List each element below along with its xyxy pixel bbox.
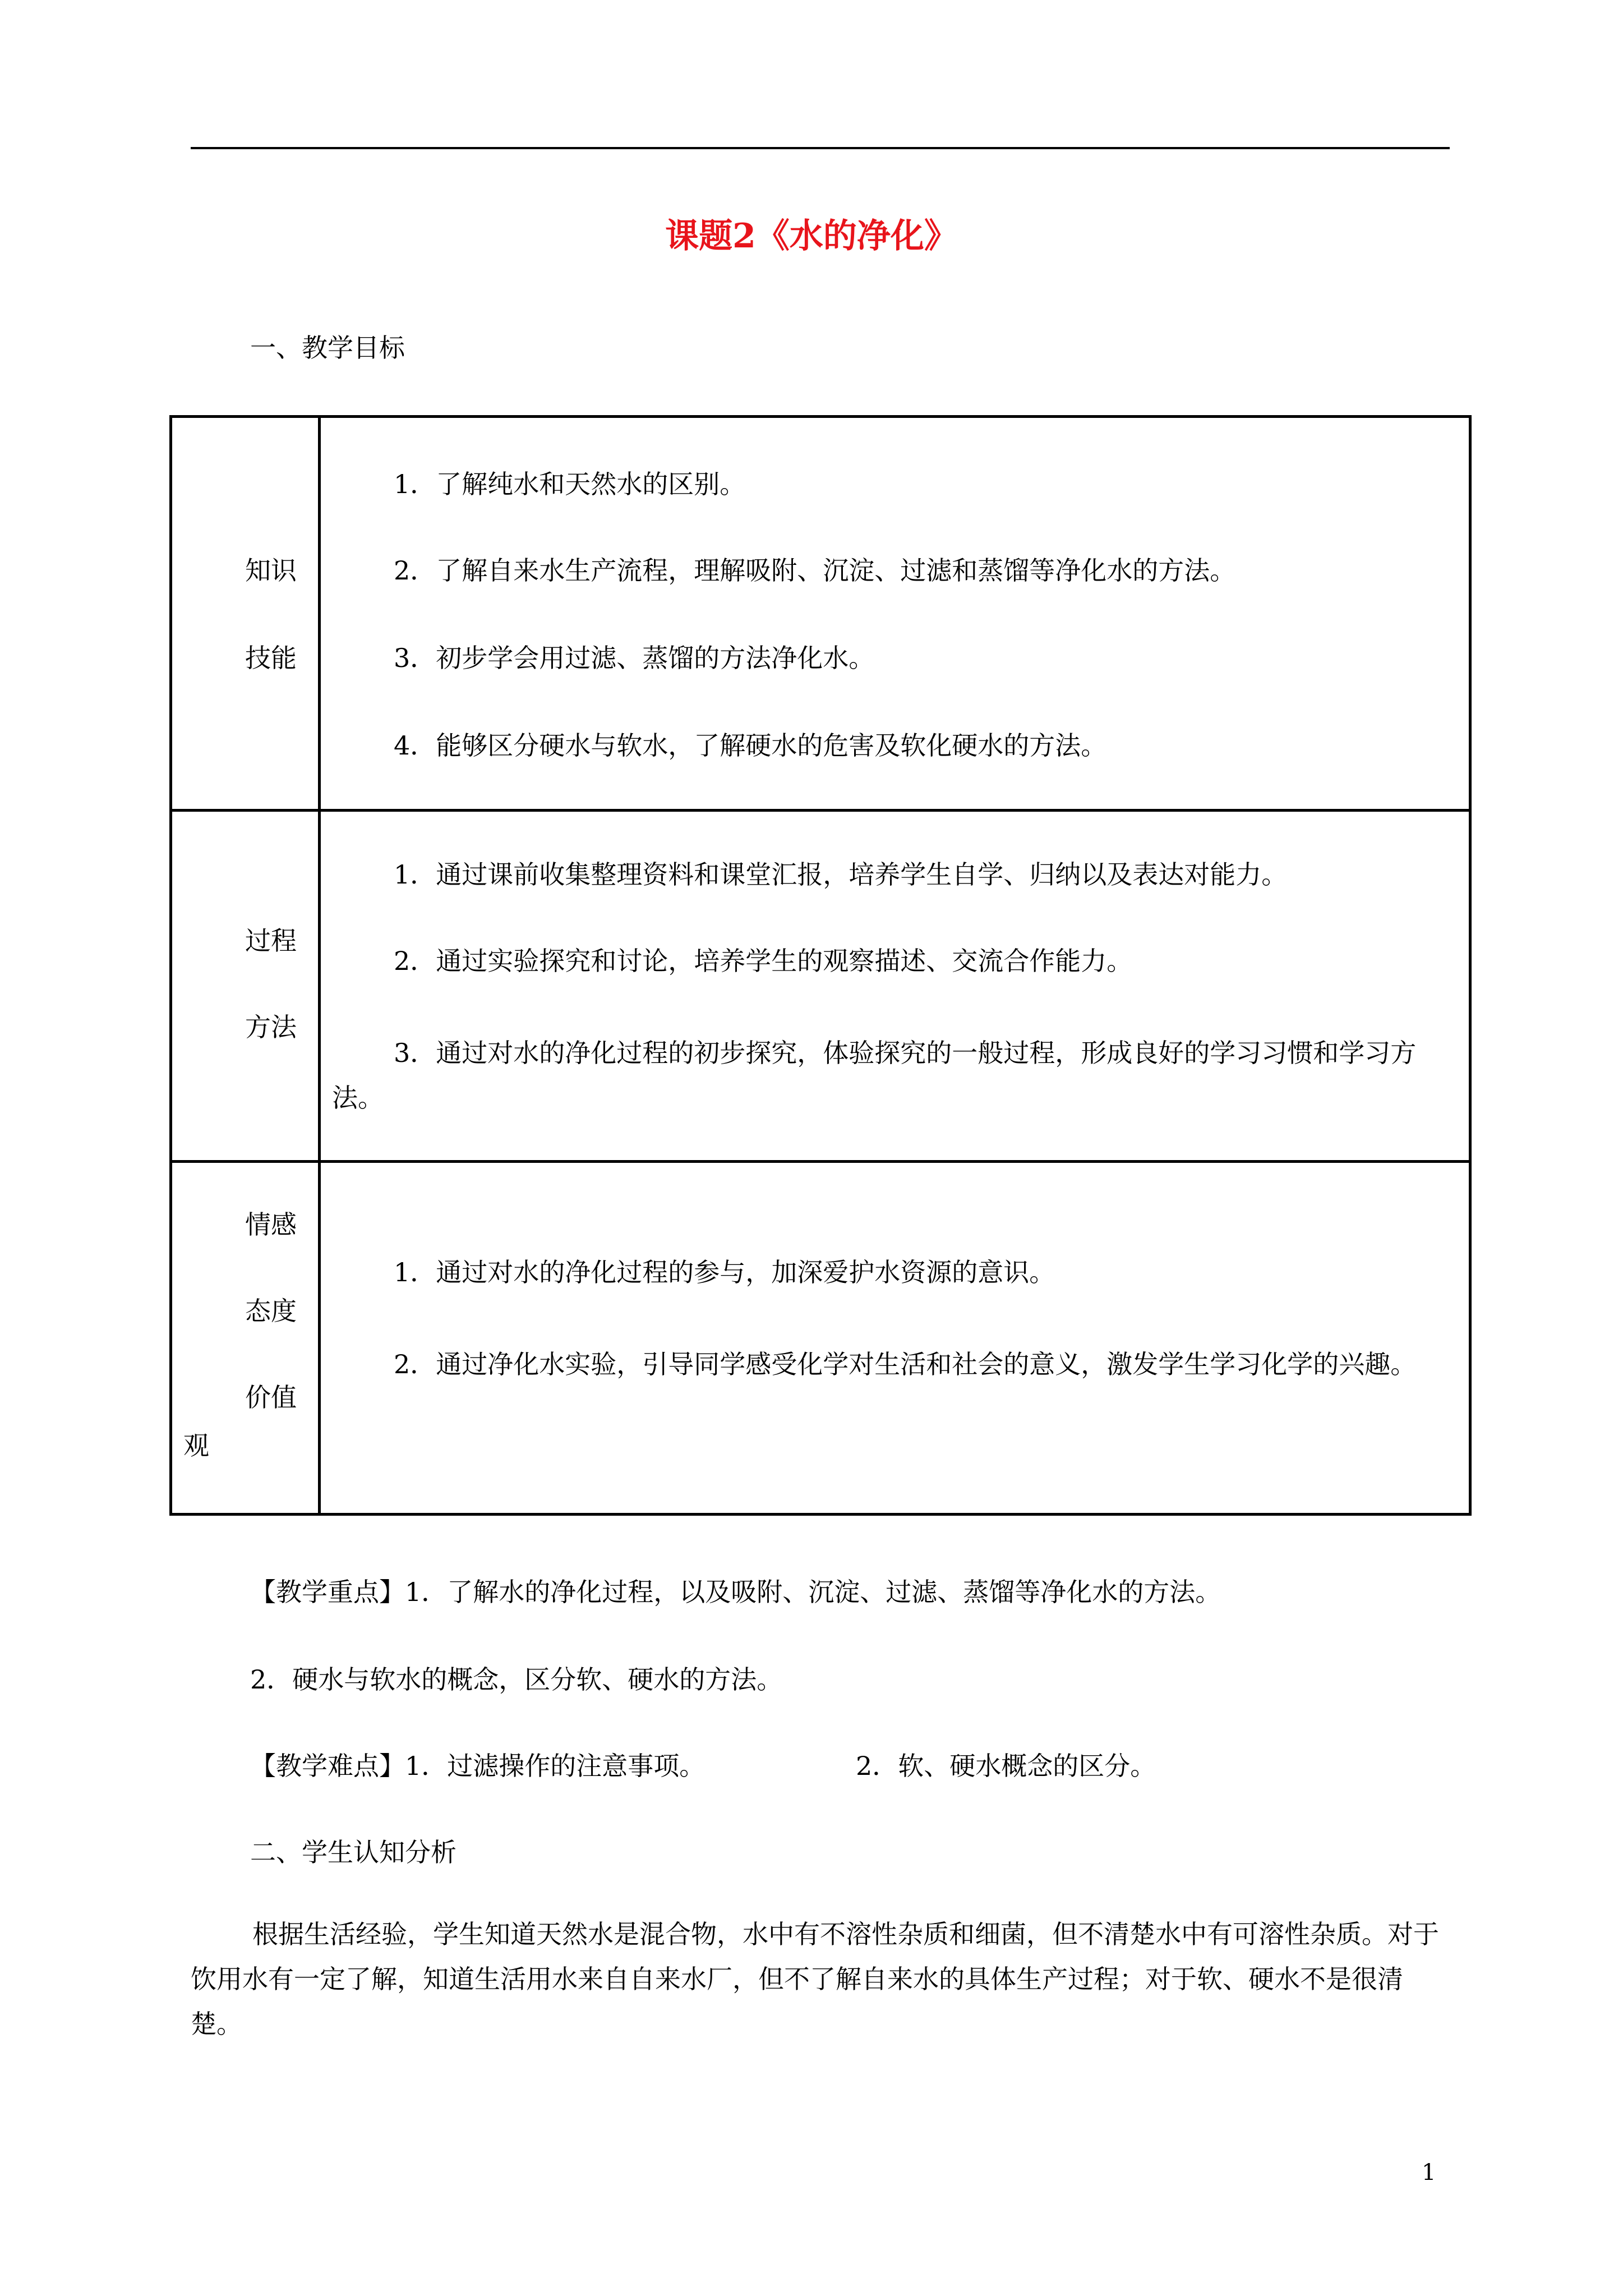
page-title: 课题2《水的净化》 [665, 217, 958, 256]
column-divider [318, 812, 321, 1160]
category-label: 观 [183, 1430, 209, 1461]
difficulties-line [250, 1749, 705, 1783]
analysis-paragraph: 根据生活经验，学生知道天然水是混合物，水中有不溶性杂质和细菌，但不清楚水中有可溶性杂质。对于饮用水有一定了解，知道生活用水来自自来水厂，但不了解自来水的具体生产过程；对于软、硬水不是很清楚。 [191, 1919, 1439, 2039]
goal-item: 3．通过对水的净化过程的初步探究，体验探究的一般过程，形成良好的学习习惯和学习方法。 [332, 1038, 1417, 1113]
difficulty-item: 1．过滤操作的注意事项。 [405, 1751, 706, 1781]
section-heading-analysis: 二、学生认知分析 [250, 1837, 457, 1867]
difficulties-label: 【教学难点】 [250, 1751, 405, 1781]
table-row-process-method: 过程 方法 1．通过课前收集整理资料和课堂汇报，培养学生自学、归纳以及表达对能力。 2．通过实验探究和讨论，培养学生的观察描述、交流合作能力。 3．通过对水的净化过程的初步探究，体验探究的一般过程，形成良好的学习习惯和学习方法。 [172, 812, 1469, 1163]
category-label: 知识 [245, 555, 297, 586]
category-label: 方法 [245, 1012, 297, 1042]
key-point-item: 1．了解水的净化过程，以及吸附、沉淀、过滤、蒸馏等净化水的方法。 [405, 1577, 1221, 1607]
category-label: 情感 [245, 1209, 297, 1240]
key-point-item: 2．硬水与软水的概念，区分软、硬水的方法。 [250, 1664, 783, 1695]
column-divider [318, 418, 321, 809]
key-points-line [250, 1575, 1221, 1609]
section-heading-goals: 一、教学目标 [250, 333, 405, 363]
column-divider [318, 1163, 321, 1516]
difficulty-item: 2．软、硬水概念的区分。 [856, 1751, 1156, 1781]
key-points-label: 【教学重点】 [250, 1577, 405, 1607]
category-label: 价值 [245, 1382, 297, 1412]
category-label: 技能 [245, 643, 297, 673]
header-rule [191, 147, 1450, 149]
teaching-goals-table [169, 415, 1472, 1516]
table-row-knowledge-skills: 知识 技能 1．了解纯水和天然水的区别。 2．了解自来水生产流程，理解吸附、沉淀、过滤和蒸馏等净化水的方法。 3．初步学会用过滤、蒸馏的方法净化水。 4．能够区分硬水与软水，了解硬水的危害及软化硬水的方法。 [172, 418, 1469, 812]
category-label: 过程 [245, 926, 297, 956]
page-number: 1 [1422, 2160, 1436, 2185]
goal-item: 2．通过净化水实验，引导同学感受化学对生活和社会的意义，激发学生学习化学的兴趣。 [394, 1349, 1417, 1379]
table-row-emotion-attitude-values: 情感 态度 价值 观 1．通过对水的净化过程的参与，加深爱护水资源的意识。 2．通过净化水实验，引导同学感受化学对生活和社会的意义，激发学生学习化学的兴趣。 [172, 1163, 1469, 1516]
category-label: 态度 [245, 1296, 297, 1326]
